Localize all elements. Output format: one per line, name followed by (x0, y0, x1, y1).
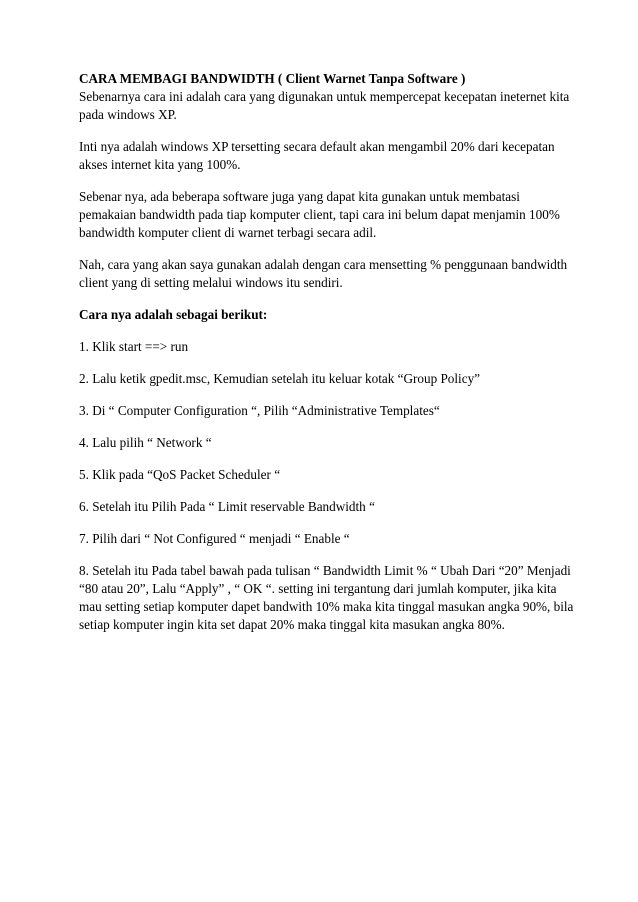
step-4: 4. Lalu pilih “ Network “ (79, 435, 212, 450)
step-5: 5. Klik pada “QoS Packet Scheduler “ (79, 467, 281, 482)
document-title: CARA MEMBAGI BANDWIDTH ( Client Warnet Tanpa Software ) (79, 71, 466, 86)
step-7: 7. Pilih dari “ Not Configured “ menjadi “ Enable “ (79, 531, 350, 546)
paragraph-method: Nah, cara yang akan saya gunakan adalah dengan cara mensetting % penggunaan bandwidth client yang di setting melalui windows itu sendiri. (79, 257, 568, 290)
step-8: 8. Setelah itu Pada tabel bawah pada tulisan “ Bandwidth Limit % “ Ubah Dari “20” Menjadi “80 atau 20”, Lalu “Apply” , “ OK “. setting ini tergantung dari jumlah komputer, jika kita mau setting setiap komputer dapet bandwith 10% maka kita tinggal masukan angka 90%, bila setiap komputer ingin kita set dapat 20% maka tinggal kita masukan angka 80%. (79, 563, 574, 632)
paragraph-software: Sebenar nya, ada beberapa software juga yang dapat kita gunakan untuk membatasi pemakaian bandwidth pada tiap komputer client, tapi cara ini belum dapat menjamin 100% bandwidth komputer client di warnet terbagi secara adil. (79, 189, 560, 240)
paragraph-default-speed: Inti nya adalah windows XP tersetting secara default akan mengambil 20% dari kecepatan akses internet kita yang 100%. (79, 139, 555, 172)
step-3: 3. Di “ Computer Configuration “, Pilih “Administrative Templates“ (79, 403, 440, 418)
steps-heading: Cara nya adalah sebagai berikut: (79, 307, 268, 322)
paragraph-intro: Sebenarnya cara ini adalah cara yang digunakan untuk mempercepat kecepatan ineternet kita pada windows XP. (79, 89, 570, 122)
step-1: 1. Klik start ==> run (79, 339, 189, 354)
step-2: 2. Lalu ketik gpedit.msc, Kemudian setelah itu keluar kotak “Group Policy” (79, 371, 481, 386)
step-6: 6. Setelah itu Pilih Pada “ Limit reservable Bandwidth “ (79, 499, 375, 514)
document-page (79, 70, 579, 648)
